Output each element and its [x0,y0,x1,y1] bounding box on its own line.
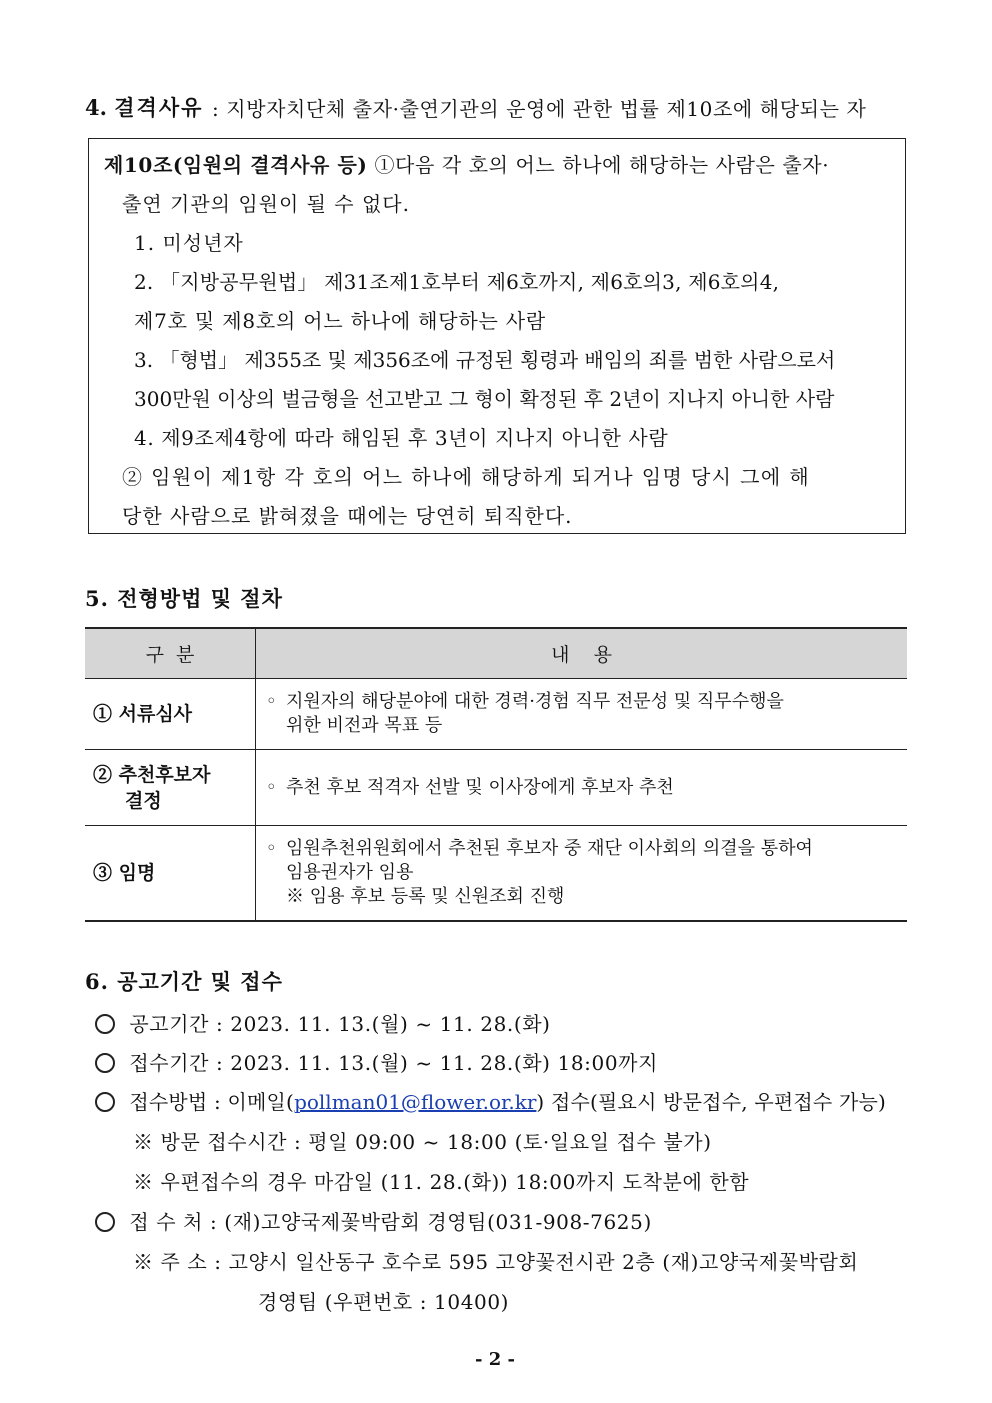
article10-item3a: 3. 「형법」 제355조 및 제356조에 규정된 횡령과 배임의 죄를 범한 사람으로서 [134,348,836,372]
email-link[interactable]: pollman01@flower.or.kr [294,1090,537,1114]
bullet-icon: ◦ [266,837,277,859]
place-line [95,1206,652,1235]
row-label-text: ② 추천후보자 [93,763,211,786]
section4-description: : 지방자치단체 출자·출연기관의 운영에 관한 법률 제10조에 해당되는 자 [212,97,867,121]
table-header-category: 구 분 [85,628,256,679]
article10-line1-text: ①다음 각 호의 어느 하나에 해당하는 사람은 출자· [367,153,830,177]
row-content [256,679,908,750]
row-label-text: ① 서류심사 [93,703,193,725]
article10-item2a: 2. 「지방공무원법」 제31조제1호부터 제6호까지, 제6호의3, 제6호의4, [134,270,780,294]
period-text: 공고기간 : 2023. 11. 13.(월) ~ 11. 28.(화) [129,1012,551,1036]
method-text: 접수방법 : 이메일( [129,1090,295,1114]
circle-bullet-icon [95,1092,115,1112]
section5-title: 5. 전형방법 및 절차 [85,586,283,611]
circle-bullet-icon [95,1212,115,1232]
row-note: ※ 임용 후보 등록 및 신원조회 진행 [286,885,565,907]
visit-note: ※ 방문 접수시간 : 평일 09:00 ~ 18:00 (토·일요일 접수 불가) [133,1130,712,1154]
section4-heading [85,92,203,122]
mail-note: ※ 우편접수의 경우 마감일 (11. 28.(화)) 18:00까지 도착분에 한함 [133,1170,750,1194]
row-line: 임용권자가 임용 [286,861,414,883]
article10-line1 [104,149,829,178]
method-text-post: ) 접수(필요시 방문접수, 우편접수 가능) [536,1090,887,1114]
row-content [256,826,908,921]
row-label-text-2: 결정 [125,789,162,812]
method-line [95,1086,886,1115]
row-label [85,679,256,750]
article10-line2: 출연 기관의 임원이 될 수 없다. [122,192,410,216]
row-label [85,826,256,921]
row-content [256,750,908,826]
address-line2: 경영팀 (우편번호 : 10400) [258,1290,510,1314]
section4-number: 4. [85,95,107,120]
address-line1: ※ 주 소 : 고양시 일산동구 호수로 595 고양꽃전시관 2층 (재)고양국제꽃박람회 [133,1250,859,1274]
article10-item4: 4. 제9조제4항에 따라 해임된 후 3년이 지나지 아니한 사람 [134,426,669,450]
circle-bullet-icon [95,1014,115,1034]
circle-bullet-icon [95,1053,115,1073]
section4-title: 결격사유 [114,95,204,120]
section6-title: 6. 공고기간 및 접수 [85,969,283,994]
receipt-period-line [95,1047,658,1076]
row-line: 지원자의 해당분야에 대한 경력·경험 직무 전문성 및 직무수행을 [286,691,784,712]
article10-heading: 제10조(임원의 결격사유 등) [104,153,368,177]
bullet-icon: ◦ [266,776,277,798]
row-line: 임원추천위원회에서 추천된 후보자 중 재단 이사회의 의결을 통하여 [286,837,813,859]
article10-item2b: 제7호 및 제8호의 어느 하나에 해당하는 사람 [134,309,547,333]
article10-item3b: 300만원 이상의 벌금형을 선고받고 그 형이 확정된 후 2년이 지나지 아니한 사람 [134,387,835,411]
page-number: - 2 - [475,1349,515,1370]
table-row [85,826,907,921]
row-label-text: ③ 임명 [93,861,156,884]
row-label [85,750,256,826]
table-header-content: 내 용 [256,628,908,679]
place-text: 접 수 처 : (재)고양국제꽃박람회 경영팀(031-908-7625) [129,1210,652,1234]
article10-item1: 1. 미성년자 [134,231,244,255]
table-row [85,750,907,826]
table-row [85,679,907,750]
receipt-period-text: 접수기간 : 2023. 11. 13.(월) ~ 11. 28.(화) 18:00까지 [129,1051,659,1075]
article10-para2b: 당한 사람으로 밝혀졌을 때에는 당연히 퇴직한다. [122,504,573,528]
bullet-icon: ◦ [266,691,277,712]
row-line: 위한 비전과 목표 등 [286,715,443,736]
selection-procedure-table [85,627,907,922]
row-line: 추천 후보 적격자 선발 및 이사장에게 후보자 추천 [286,776,674,798]
period-line [95,1008,551,1037]
article10-para2a: ② 임원이 제1항 각 호의 어느 하나에 해당하게 되거나 임명 당시 그에 해 [122,465,811,489]
